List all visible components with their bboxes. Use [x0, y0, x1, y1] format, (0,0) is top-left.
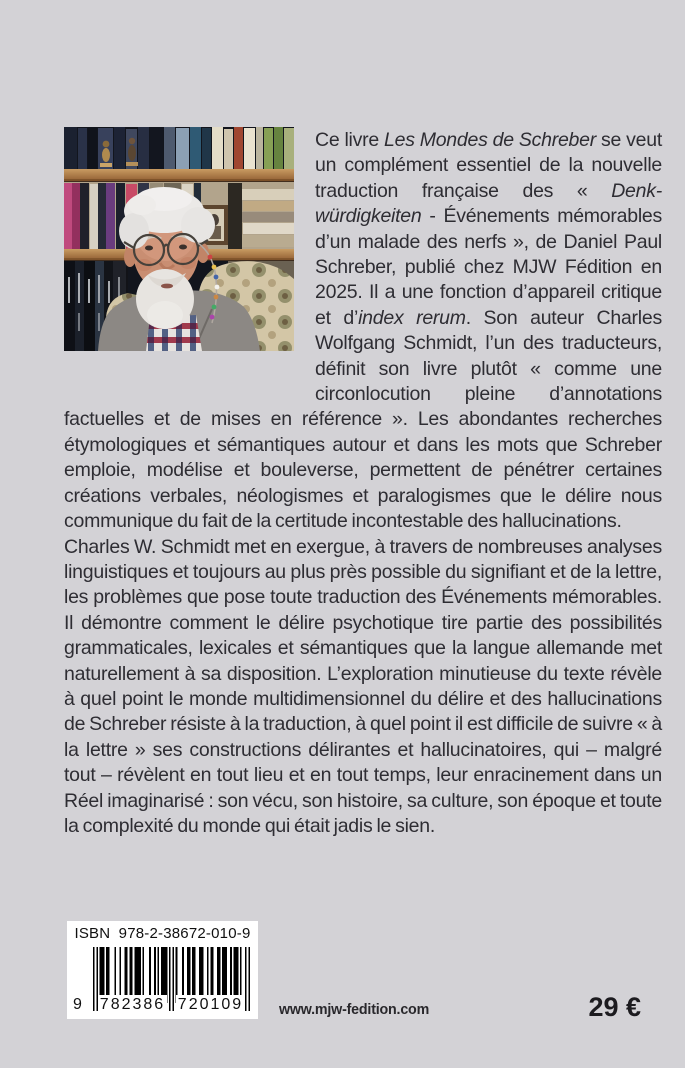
author-photo [64, 128, 315, 404]
barcode-right-group: 720109 [177, 996, 244, 1013]
barcode-box [67, 921, 258, 1019]
author-photo-illustration [64, 127, 294, 351]
isbn-text: ISBN 978-2-38672-010-9 [74, 925, 251, 942]
barcode-left-group: 782386 [99, 996, 166, 1013]
description-paragraph: Charles W. Schmidt met en exergue, à travers de nombreuses analyses linguistiques et toujours au plus près possible du signifiant et de la lettre, les problèmes que pose toute traduction des Événements mémorables. Il démontre comment le délire psychotique tire partie des possibilités grammaticales, lexicales et sémantiques que la langue allemande met naturellement à sa disposition. L’exploration minutieuse du texte révèle à quel point le monde multidimensionnel du délire et des hallucinations de Schreber résiste à la traduction, à quel point il est difficile de suivre « à la lettre » ses constructions délirantes et hallucinatoires, qui – malgré tout – révèlent en tout lieu et en tout temps, leur enracinement dans un Réel imaginarisé : son vécu, son histoire, sa culture, son époque et toute la complexité du monde qui était jadis le sien. [64, 535, 662, 837]
book-description [64, 128, 662, 839]
description-paragraph: Ce livre Les Mondes de Schreber se veut un complément essentiel de la nouvelle traduction française des « Denk-würdigkeiten - Événements mémorables d’un malade des nerfs », de Daniel Paul Schreber, publié chez MJW Fédition en 2025. Il a une fonction d’appareil critique et d’index rerum. Son auteur Charles Wolfgang Schmidt, l’un des traducteurs, définit son livre plutôt « comme une circonlocution pleine d’annotations factuelles et de mises en référence ». Les abondantes recherches étymologiques et sémantiques autour et dans les mots que Schreber emploie, modélise et bouleverse, permettent de pénétrer certaines créations verbales, néologismes et paralogismes que le délire nous communique du fait de la certitude incontestable des hallucinations. [64, 129, 663, 533]
price-text: 29 € [588, 992, 641, 1022]
barcode-lead-digit: 9 [73, 996, 82, 1013]
publisher-website: www.mjw-fedition.com [279, 1001, 430, 1018]
